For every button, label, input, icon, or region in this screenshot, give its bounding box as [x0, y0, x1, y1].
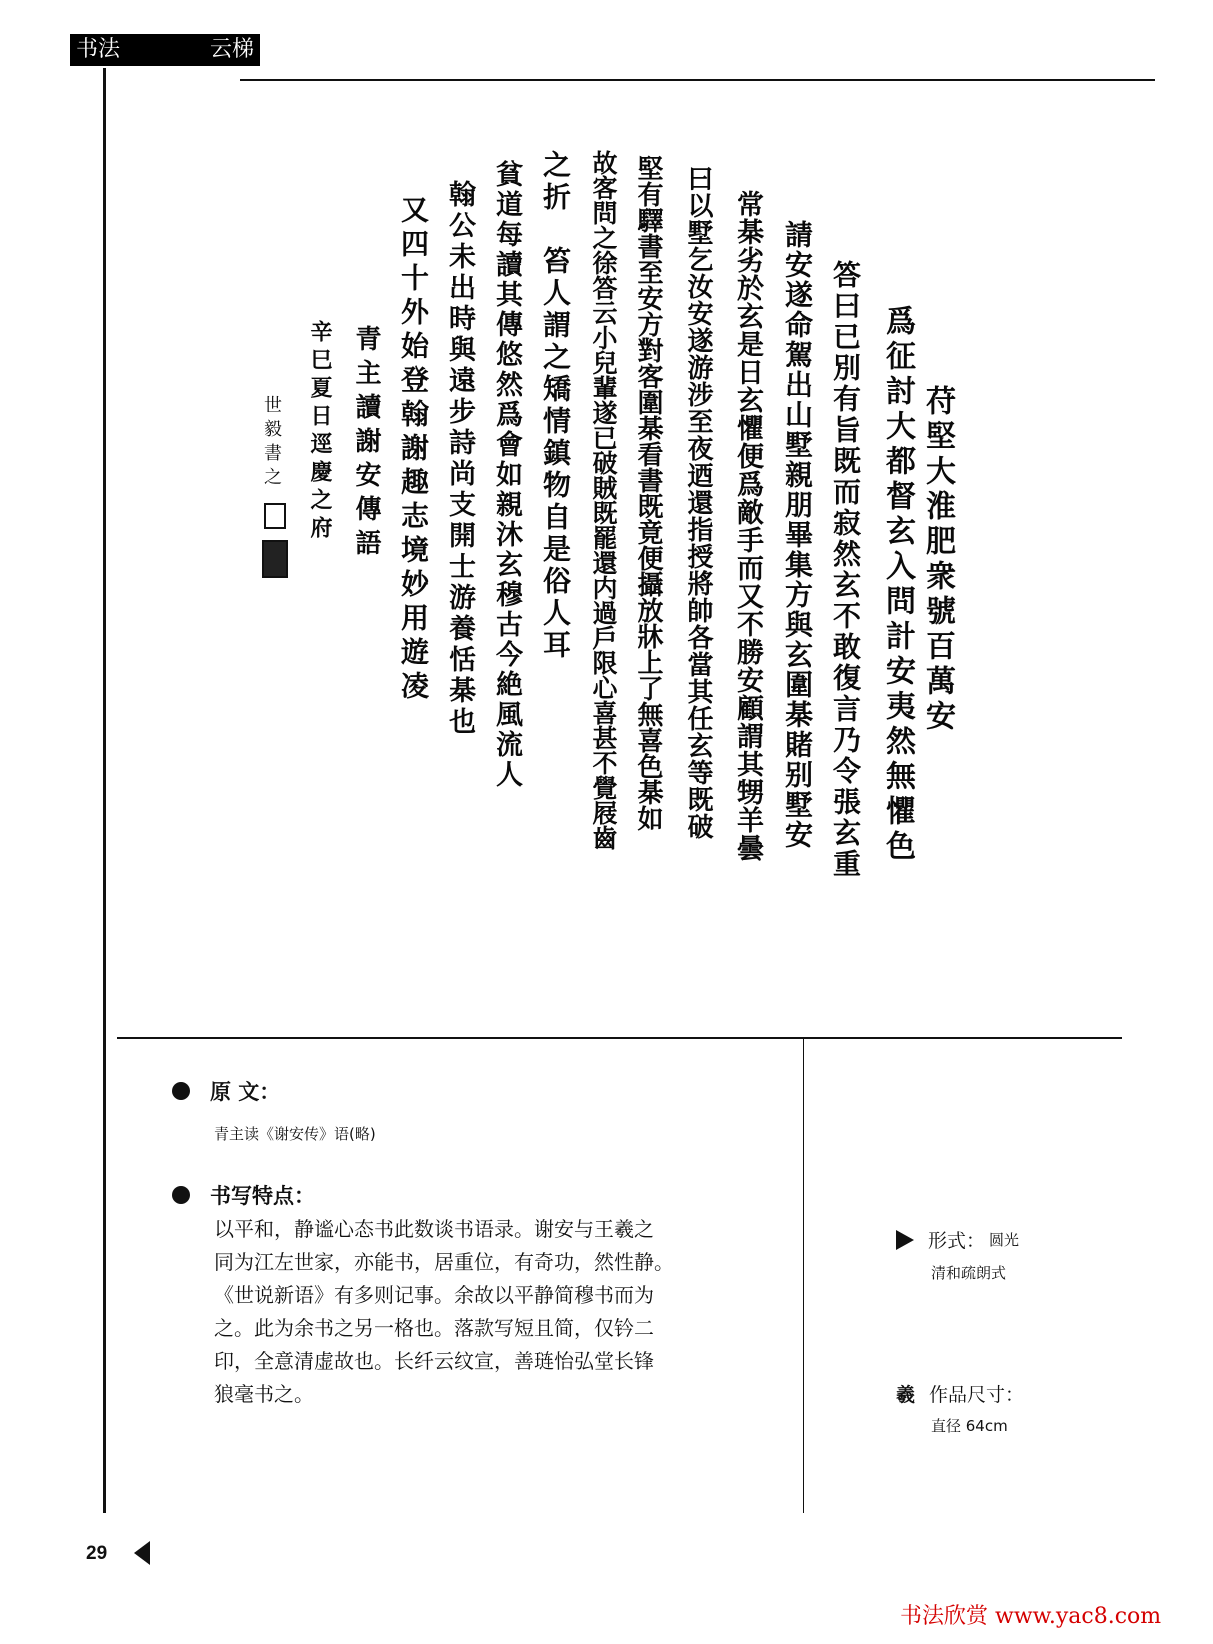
form-heading [896, 1226, 1019, 1253]
watermark: 书法欣赏 www.yac8.com [900, 1604, 1162, 1629]
form-value: 圆光 [989, 1231, 1020, 1249]
header-left-label: 书法 [76, 37, 121, 62]
size-value: 直径 64cm [931, 1417, 1008, 1435]
writing-features-description [214, 1213, 714, 1411]
original-text-title: 原 文： [210, 1080, 281, 1104]
seal-stamp-large [262, 540, 288, 578]
page-number: 29 [86, 1543, 108, 1564]
header-gap [120, 34, 210, 66]
header-rule [240, 79, 1155, 81]
triangle-right-icon [896, 1230, 914, 1250]
original-text-content: 青主读《谢安传》语(略) [214, 1125, 376, 1143]
header-tab [70, 34, 260, 66]
calligraphy-column: 貧道每讀其傳悠然爲會如親沐玄穆古今絶風流人 [491, 160, 522, 790]
calligraphy-column: 答曰已別有旨既而寂然玄不敢復言乃令張玄重 [829, 260, 862, 880]
calligraphy-column: 翰公未出時與遠步詩尚支開士游養恬棊也 [444, 180, 475, 738]
section-divider [117, 1037, 1122, 1039]
page-arrow-icon [134, 1541, 150, 1565]
calligraphy-column: 青主讀謝安傳語 [351, 325, 381, 563]
writing-features-heading [172, 1180, 315, 1210]
calligraphy-column: 故客問之徐答云小兒輩遂已破賊既罷還内過戶限心喜甚不覺屐齒 [589, 150, 618, 850]
size-title: 作品尺寸： [929, 1384, 1025, 1406]
calligraphy-column: 曰以墅乞汝安遂游涉至夜迺還指授將帥各當其任玄等既破 [683, 165, 713, 840]
column-divider [803, 1038, 804, 1513]
description-line: 《世说新语》有多则记事。余故以平静简穆书而为 [214, 1283, 654, 1307]
calligraphy-column: 辛巳夏日逕慶之府 [307, 320, 333, 544]
signature-column: 世毅書之 [261, 395, 282, 491]
form-title: 形式： [928, 1230, 986, 1252]
size-mark-icon: 羲 [896, 1384, 916, 1406]
calligraphy-column: 又四十外始登翰謝趣志境妙用遊凌 [397, 195, 430, 705]
seal-stamp-small [264, 503, 286, 529]
bullet-icon [172, 1082, 190, 1100]
description-line: 狼毫书之。 [214, 1382, 314, 1406]
size-heading [896, 1380, 1024, 1407]
description-line: 印，全意清虚故也。长纤云纹宣，善琏怡弘堂长锋 [214, 1349, 654, 1373]
writing-features-title: 书写特点： [210, 1184, 315, 1208]
calligraphy-artwork [250, 150, 980, 970]
header-right-label: 云梯 [210, 37, 255, 62]
original-text-heading [172, 1076, 280, 1106]
calligraphy-column: 爲征討大都督玄入問計安夷然無懼色 [880, 305, 915, 865]
description-line: 之。此为余书之另一格也。落款写短且简，仅钤二 [214, 1316, 654, 1340]
form-subtitle: 清和疏朗式 [931, 1264, 1007, 1282]
bullet-icon [172, 1186, 190, 1204]
description-line: 同为江左世家，亦能书，居重位，有奇功，然性静。 [214, 1250, 674, 1274]
calligraphy-column: 苻堅大淮肥衆號百萬安 [920, 385, 955, 735]
description-line: 以平和，静谧心态书此数谈书语录。谢安与王羲之 [214, 1217, 654, 1241]
calligraphy-column: 請安遂命駕出山墅親朋畢集方與玄圍棊賭别墅安 [781, 220, 814, 850]
left-margin-rule [103, 68, 106, 1513]
calligraphy-column: 之折 笞人謂之矯情鎮物自是俗人耳 [539, 150, 572, 662]
calligraphy-column: 堅有驛書至安方對客圍棊看書既竟便攝放牀上了無喜色棊如 [633, 155, 663, 831]
calligraphy-column: 常棊劣於玄是日玄懼便爲敵手而又不勝安顧謂其甥羊曇 [732, 190, 763, 862]
